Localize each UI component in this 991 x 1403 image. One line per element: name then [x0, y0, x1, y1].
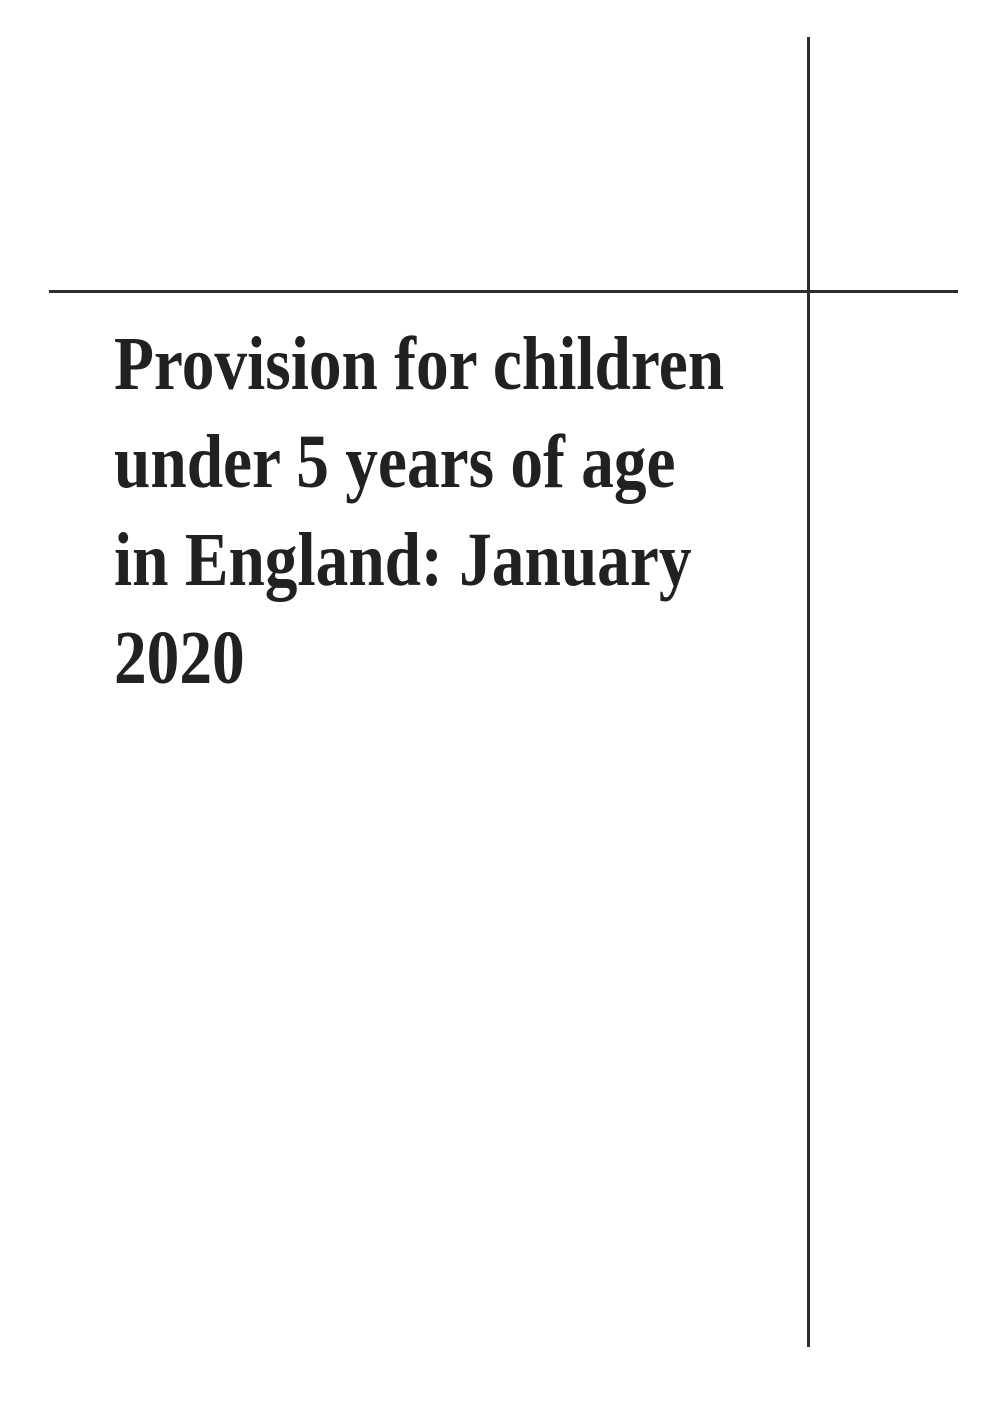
page-title-line-4: 2020	[114, 616, 245, 700]
page-title-line-1: Provision for children	[114, 322, 725, 406]
horizontal-rule	[49, 290, 958, 293]
vertical-rule	[807, 37, 810, 1347]
page-title	[114, 315, 768, 707]
page-title-line-3: in England: January	[114, 518, 692, 602]
page-title-line-2: under 5 years of age	[114, 420, 676, 504]
